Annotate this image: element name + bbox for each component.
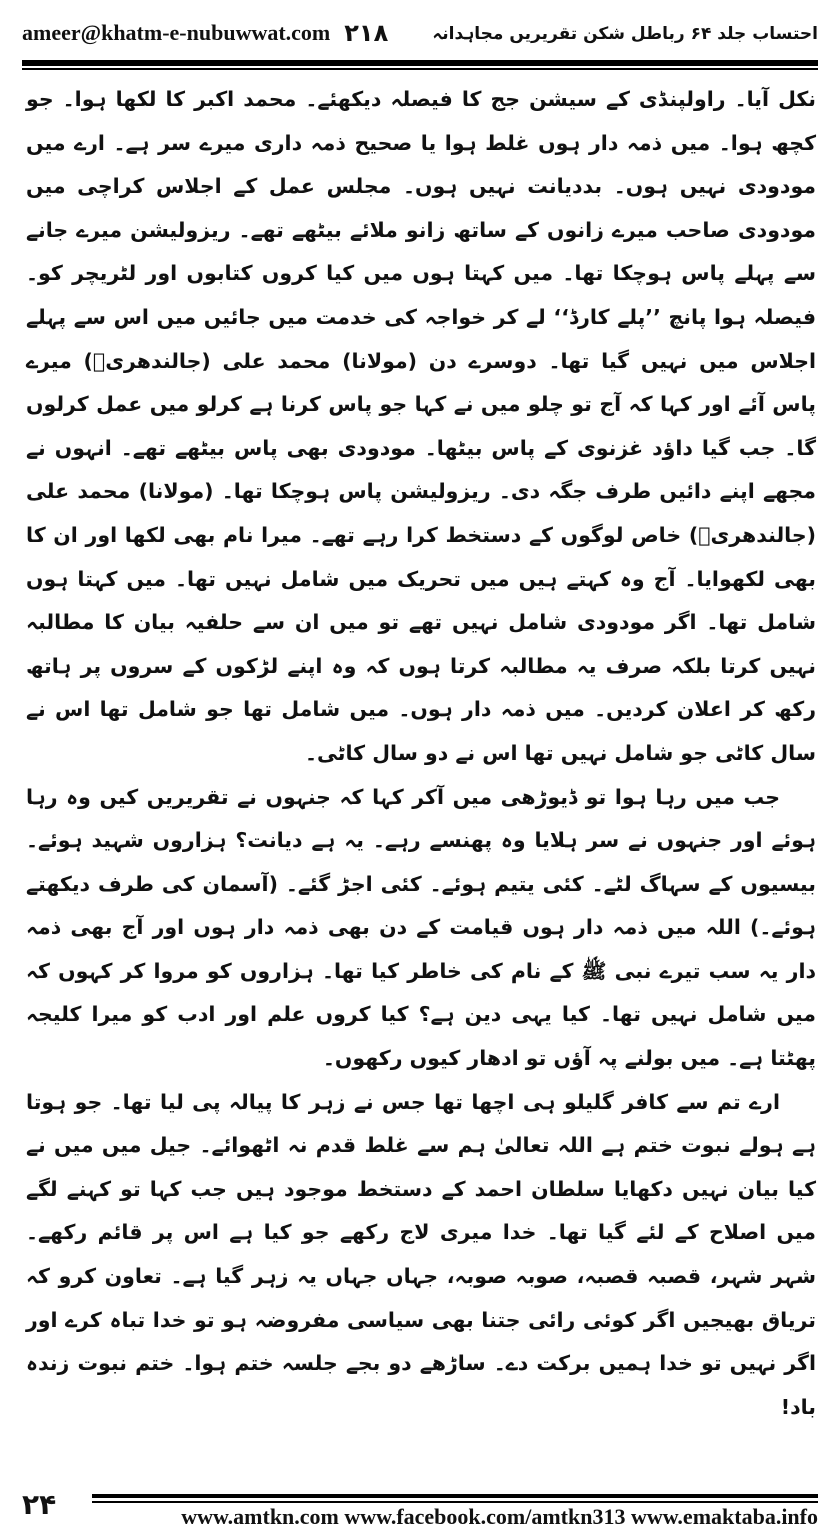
footer-rule-thin — [92, 1501, 818, 1503]
header-left — [22, 19, 388, 47]
footer-rule-thick — [92, 1494, 818, 1498]
header-email: ameer@khatm-e-nubuwwat.com — [22, 20, 331, 45]
paragraph-2: جب میں رہا ہوا تو ڈیوڑھی میں آکر کہا کہ جنہوں نے تقریریں کیں وہ رہا ہوئے اور جنہوں نے سر ہلایا وہ پھنسے رہے۔ یہ ہے دیانت؟ ہزاروں شہید ہوئے۔ بیسیوں کے سہاگ لٹے۔ کئی یتیم ہوئے۔ کئی اجڑ گئے۔ (آسمان کی طرف دیکھتے ہوئے۔) اللہ میں ذمہ دار ہوں قیامت کے دن بھی ذمہ دار ہوں اور آج بھی ذمہ دار یہ سب تیرے نبی ﷺ کے نام کی خاطر کیا تھا۔ ہزاروں کو مروا کر کہوں کہ میں شامل نہیں تھا۔ کیا یہی دین ہے؟ کیا کروں علم اور ادب کو میرا کلیجہ پھٹتا ہے۔ میں بولنے پہ آؤں تو ادھار کیوں رکھوں۔ — [26, 784, 816, 1071]
footer-websites: www.amtkn.com www.facebook.com/amtkn313 www.emaktaba.info — [181, 1504, 818, 1529]
header-rule-thick — [22, 60, 818, 66]
paragraph-3: ارے تم سے کافر گلیلو ہی اچھا تھا جس نے زہر کا پیالہ پی لیا تھا۔ جو ہوتا ہے ہولے نبوت ختم ہے اللہ تعالیٰ ہم سے غلط قدم نہ اٹھوائے۔ جیل میں میں نے کیا بیان نہیں دکھایا سلطان احمد کے دستخط موجود ہیں جب کہا تو کہنے لگے میں اصلاح کے لئے گیا تھا۔ خدا میری لاج رکھے جو کیا ہے اس پر قائم رکھے۔ شہر شہر، قصبہ قصبہ، صوبہ صوبہ، جہاں جہاں یہ زہر گیا ہے۔ تعاون کرو کہ تریاق بھیجیں اگر کوئی رائی جتنا بھی سیاسی مفروضہ ہو تو خدا تباہ کرے اور اگر نہیں تو خدا ہمیں برکت دے۔ ساڑھے دو بجے جلسہ ختم ہوا۔ ختم نبوت زندہ باد! — [26, 1089, 816, 1419]
header-book-title: احتساب جلد ۶۴ رباطل شکن تقریریں مجاہدانہ — [432, 23, 818, 44]
paragraph-1: نکل آیا۔ راولپنڈی کے سیشن جج کا فیصلہ دیکھئے۔ محمد اکبر کا لکھا ہوا۔ جو کچھ ہوا۔ میں ذمہ دار ہوں غلط ہوا یا صحیح ذمہ داری میرے سر ہے۔ ارے میں مودودی نہیں ہوں۔ بددیانت نہیں ہوں۔ مجلس عمل کے اجلاس کراچی میں مودودی صاحب میرے زانوں کے ساتھ زانو ملائے بیٹھے تھے۔ ریزولیشن میرے جانے سے پہلے پاس ہوچکا تھا۔ میں کہتا ہوں میں کیا کروں کتابوں اور لٹریچر کو۔ فیصلہ ہوا پانچ ’’پلے کارڈ‘‘ لے کر خواجہ کی خدمت میں جائیں میں اس سے پہلے اجلاس میں نہیں گیا تھا۔ دوسرے دن (مولانا) محمد علی (جالندھریؒ) میرے پاس آئے اور کہا کہ آج تو چلو میں نے کہا جو پاس کرنا ہے کرلو میں عمل کرلوں گا۔ جب گیا داؤد غزنوی کے پاس بیٹھا۔ مودودی بھی پاس بیٹھے تھے۔ انہوں نے مجھے اپنے دائیں طرف جگہ دی۔ ریزولیشن پاس ہوچکا تھا۔ (مولانا) محمد علی (جالندھریؒ) خاص لوگوں کے دستخط کرا رہے تھے۔ میرا نام بھی لکھا اور ان کا بھی لکھوایا۔ آج وہ کہتے ہیں میں تحریک میں شامل نہیں تھا۔ میں کہتا ہوں شامل تھا۔ اگر مودودی شامل نہیں تھے تو میں ان سے حلفیہ بیان کا مطالبہ نہیں کرتا بلکہ صرف یہ مطالبہ کرتا ہوں کہ وہ اپنے لڑکوں کے سروں پر ہاتھ رکھ کر اعلان کردیں۔ میں ذمہ دار ہوں۔ میں شامل تھا جو شامل تھا اس نے سال کاٹی جو شامل نہیں تھا اس نے دو سال کاٹی۔ — [26, 87, 816, 765]
page-header — [22, 10, 818, 56]
header-rule-thin — [22, 68, 818, 70]
footer-page-number: ۲۴ — [22, 1488, 57, 1521]
page-footer — [22, 1488, 818, 1534]
page-body — [26, 78, 816, 1473]
header-page-number: ۲۱۸ — [344, 19, 389, 47]
